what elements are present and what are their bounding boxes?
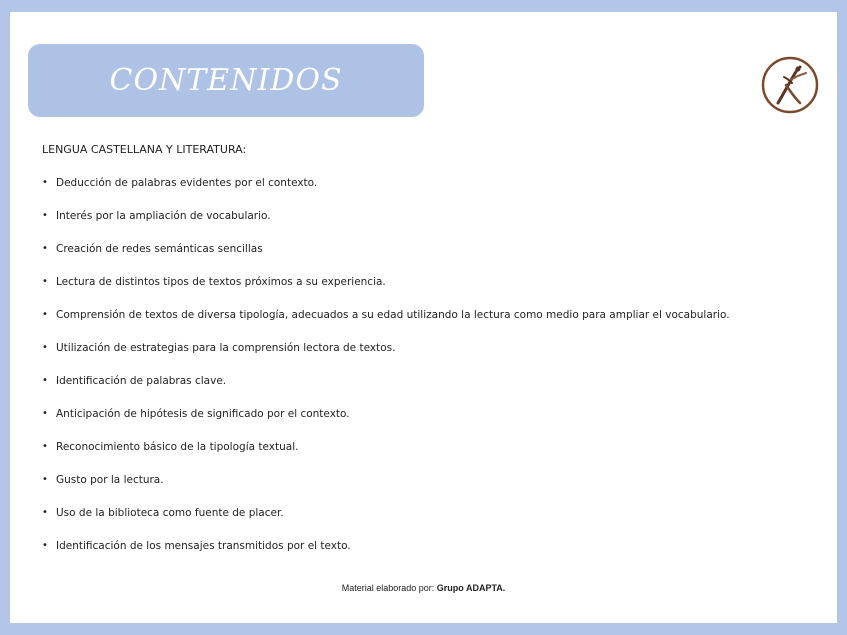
list-item-text: Gusto por la lectura. xyxy=(56,474,164,486)
list-item-text: Lectura de distintos tipos de textos próximos a su experiencia. xyxy=(56,276,386,288)
bullet-icon: • xyxy=(42,441,48,452)
list-item-text: Comprensión de textos de diversa tipología, adecuados a su edad utilizando la lectura como medio para ampliar el vocabulario. xyxy=(56,309,730,321)
bullet-icon: • xyxy=(42,210,48,221)
footer-author: Grupo ADAPTA. xyxy=(436,583,506,593)
list-item-text: Uso de la biblioteca como fuente de placer. xyxy=(56,507,284,519)
slide-page xyxy=(10,12,837,623)
list-item-text: Interés por la ampliación de vocabulario. xyxy=(56,210,271,222)
bullet-icon: • xyxy=(42,243,48,254)
list-item xyxy=(42,309,730,342)
bullet-icon: • xyxy=(42,276,48,287)
list-item-text: Creación de redes semánticas sencillas xyxy=(56,243,263,255)
footer-prefix: Material elaborado por: xyxy=(341,583,437,593)
list-item xyxy=(42,408,730,441)
bullet-icon: • xyxy=(42,177,48,188)
list-item xyxy=(42,276,730,309)
bullet-icon: • xyxy=(42,540,48,551)
bullet-icon: • xyxy=(42,375,48,386)
list-item-text: Reconocimiento básico de la tipología textual. xyxy=(56,441,299,453)
bullet-icon: • xyxy=(42,408,48,419)
list-item-text: Identificación de palabras clave. xyxy=(56,375,227,387)
list-item-text: Deducción de palabras evidentes por el contexto. xyxy=(56,177,318,189)
bullet-icon: • xyxy=(42,507,48,518)
list-item xyxy=(42,243,730,276)
list-item-text: Utilización de estrategias para la comprensión lectora de textos. xyxy=(56,342,396,354)
list-item xyxy=(42,342,730,375)
list-item xyxy=(42,474,730,507)
bullet-icon: • xyxy=(42,309,48,320)
list-item xyxy=(42,177,730,210)
bullet-icon: • xyxy=(42,474,48,485)
list-item xyxy=(42,210,730,243)
list-item xyxy=(42,507,730,540)
list-item-text: Identificación de los mensajes transmitidos por el texto. xyxy=(56,540,351,552)
subject-heading: LENGUA CASTELLANA Y LITERATURA: xyxy=(42,143,247,156)
list-item-text: Anticipación de hipótesis de significado por el contexto. xyxy=(56,408,350,420)
list-item xyxy=(42,540,730,573)
dancer-logo-icon xyxy=(760,55,820,115)
list-item xyxy=(42,375,730,408)
footer-credit xyxy=(10,583,837,593)
bullet-icon: • xyxy=(42,342,48,353)
content-list xyxy=(42,177,730,573)
title-banner xyxy=(28,44,424,117)
list-item xyxy=(42,441,730,474)
page-title: CONTENIDOS xyxy=(109,63,343,98)
